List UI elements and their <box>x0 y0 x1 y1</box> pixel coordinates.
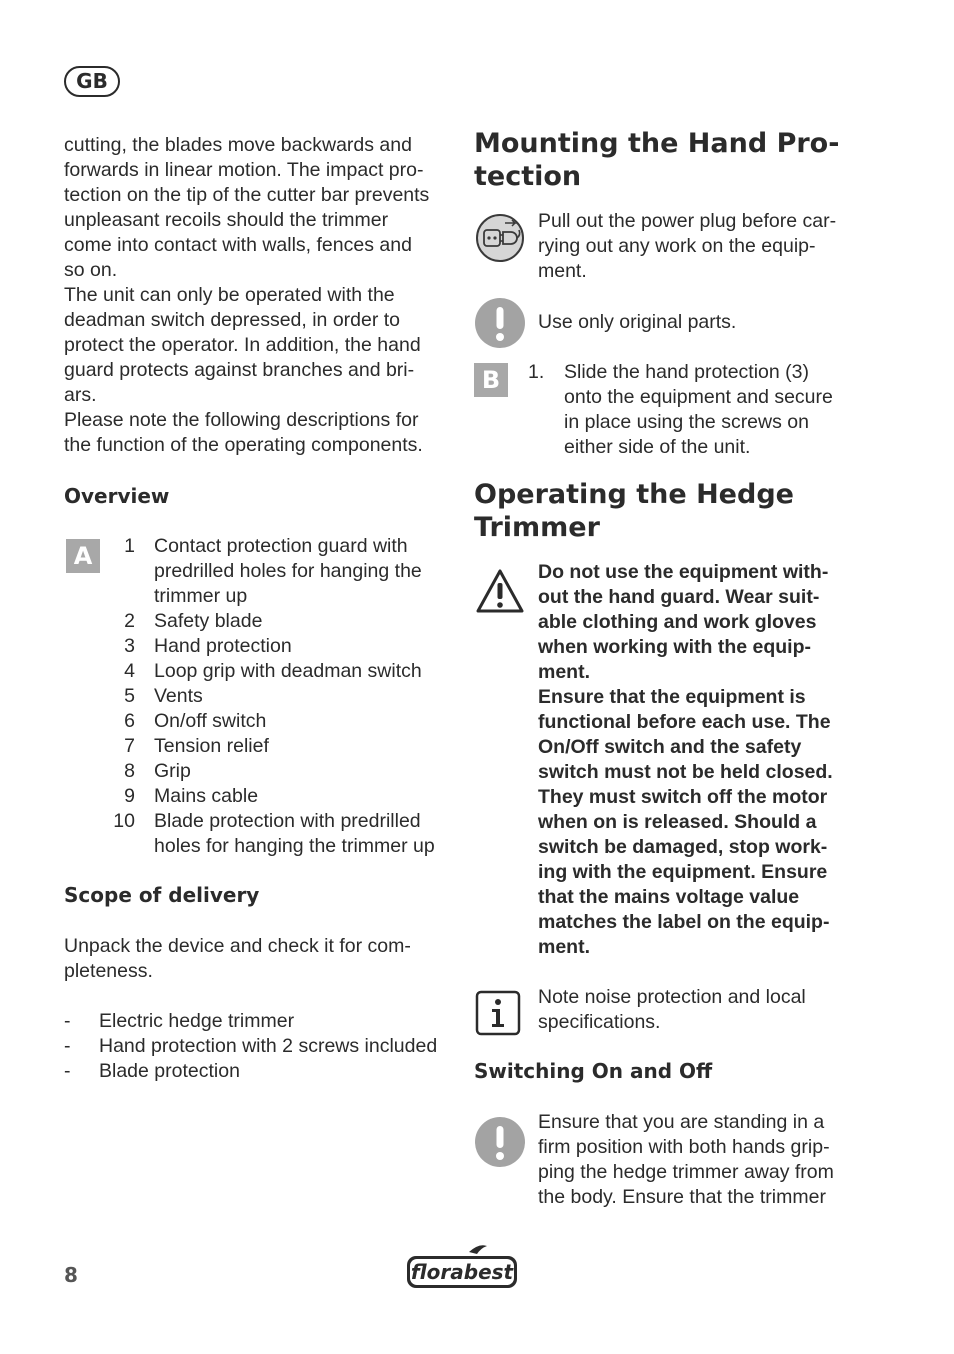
mount-heading: Mounting the Hand Pro- tection <box>474 128 840 192</box>
scope-item-dash: - <box>64 1035 71 1057</box>
intro-line: Please note the following descriptions for <box>64 409 419 431</box>
warning-line: that the mains voltage value <box>538 886 800 908</box>
switching-line: Ensure that you are standing in a <box>538 1111 825 1133</box>
exclamation-icon <box>475 298 525 348</box>
plug-note-line: Pull out the power plug before car- <box>538 210 837 232</box>
overview-item-label: trimmer up <box>154 585 248 607</box>
power-plug-icon <box>475 213 525 263</box>
warning-line: when working with the equip- <box>538 636 811 658</box>
plug-note <box>538 209 868 284</box>
overview-item-label: Safety blade <box>154 610 263 632</box>
page-number: 8 <box>64 1263 78 1287</box>
intro-line: so on. <box>64 259 118 281</box>
overview-item-number: 6 <box>124 710 135 732</box>
overview-item-label: Mains cable <box>154 785 259 807</box>
overview-item-number: 1 <box>124 535 135 557</box>
brand-logo <box>405 1244 519 1295</box>
scope-heading: Scope of delivery <box>64 883 260 907</box>
warning-line: Ensure that the equipment is <box>538 686 806 708</box>
info-note <box>538 985 868 1035</box>
operating-heading: Operating the Hedge Trimmer <box>474 479 794 543</box>
overview-item-label: Loop grip with deadman switch <box>154 660 422 682</box>
overview-item-number: 5 <box>124 685 135 707</box>
overview-item-number: 4 <box>124 660 135 682</box>
warning-line: ment. <box>538 661 591 683</box>
info-note-line: specifications. <box>538 1011 661 1033</box>
warning-line: able clothing and work gloves <box>538 611 817 633</box>
intro-line: protect the operator. In addition, the hand <box>64 334 421 356</box>
warning-text <box>538 560 868 960</box>
overview-item <box>105 709 455 734</box>
intro-line: unpleasant recoils should the trimmer <box>64 209 389 231</box>
overview-item-number: 3 <box>124 635 135 657</box>
overview-item <box>105 634 455 659</box>
overview-item <box>105 584 455 609</box>
scope-item <box>64 1034 464 1059</box>
overview-item-label: Tension relief <box>154 735 269 757</box>
scope-item-label: Electric hedge trimmer <box>99 1010 295 1032</box>
overview-item-label: Grip <box>154 760 191 782</box>
figure-label-b: B <box>474 363 508 397</box>
overview-heading: Overview <box>64 484 170 508</box>
plug-note-line: rying out any work on the equip- <box>538 235 816 257</box>
overview-item <box>105 834 455 859</box>
intro-line: forwards in linear motion. The impact pro- <box>64 159 424 181</box>
exclamation-icon <box>475 1117 525 1167</box>
info-icon <box>475 990 521 1036</box>
scope-item-dash: - <box>64 1010 71 1032</box>
switching-text <box>538 1110 868 1210</box>
warning-line: when on is released. Should a <box>538 811 817 833</box>
warning-line: ing with the equipment. Ensure <box>538 861 828 883</box>
intro-line: tection on the tip of the cutter bar prevents <box>64 184 430 206</box>
overview-item <box>105 659 455 684</box>
switching-line: firm position with both hands grip- <box>538 1136 830 1158</box>
overview-item-label: Vents <box>154 685 203 707</box>
overview-item-label: On/off switch <box>154 710 267 732</box>
warning-line: switch must not be held closed. <box>538 761 833 783</box>
intro-line: deadman switch depressed, in order to <box>64 309 401 331</box>
switching-line: the body. Ensure that the trimmer <box>538 1186 826 1208</box>
intro-line: cutting, the blades move backwards and <box>64 134 412 156</box>
warning-line: switch be damaged, stop work- <box>538 836 828 858</box>
warning-line: They must switch off the motor <box>538 786 828 808</box>
scope-list <box>64 1009 464 1084</box>
scope-intro-line: pleteness. <box>64 960 153 982</box>
warning-line: On/Off switch and the safety <box>538 736 802 758</box>
scope-item-dash: - <box>64 1060 71 1082</box>
overview-item-label: Hand protection <box>154 635 292 657</box>
mount-step-line: in place using the screws on <box>564 411 809 433</box>
overview-item-number: 8 <box>124 760 135 782</box>
info-note-line: Note noise protection and local <box>538 986 806 1008</box>
brand-name: florabest <box>410 1260 514 1284</box>
switching-line: ping the hedge trimmer away from <box>538 1161 834 1183</box>
overview-list <box>105 534 455 859</box>
mount-step-line: either side of the unit. <box>564 436 751 458</box>
intro-line: guard protects against branches and bri- <box>64 359 415 381</box>
overview-item <box>105 609 455 634</box>
figure-label-a: A <box>66 539 100 573</box>
warning-line: Do not use the equipment with- <box>538 561 829 583</box>
scope-intro-line: Unpack the device and check it for com- <box>64 935 411 957</box>
mount-step-text <box>564 360 864 460</box>
overview-item-number: 9 <box>124 785 135 807</box>
warning-line: matches the label on the equip- <box>538 911 830 933</box>
overview-item-number: 10 <box>113 810 135 832</box>
overview-item-label: Contact protection guard with <box>154 535 408 557</box>
overview-item <box>105 809 455 834</box>
overview-item-label: Blade protection with predrilled <box>154 810 421 832</box>
mount-step-line: Slide the hand protection (3) <box>564 361 809 383</box>
mount-step-line: onto the equipment and secure <box>564 386 833 408</box>
intro-line: come into contact with walls, fences and <box>64 234 412 256</box>
intro-line: The unit can only be operated with the <box>64 284 395 306</box>
overview-item <box>105 534 455 559</box>
overview-item <box>105 734 455 759</box>
scope-item <box>64 1059 464 1084</box>
plug-note-line: ment. <box>538 260 587 282</box>
overview-item <box>105 759 455 784</box>
scope-item-label: Hand protection with 2 screws included <box>99 1035 438 1057</box>
warning-line: functional before each use. The <box>538 711 831 733</box>
overview-item-label: predrilled holes for hanging the <box>154 560 422 582</box>
original-parts-note: Use only original parts. <box>538 311 737 333</box>
warning-line: out the hand guard. Wear suit- <box>538 586 820 608</box>
language-badge: GB <box>64 66 120 97</box>
mount-step-number: 1. <box>528 361 545 383</box>
scope-item-label: Blade protection <box>99 1060 240 1082</box>
intro-line: ars. <box>64 384 97 406</box>
overview-item-label: holes for hanging the trimmer up <box>154 835 435 857</box>
warning-line: ment. <box>538 936 591 958</box>
switching-heading: Switching On and Off <box>474 1059 713 1083</box>
scope-intro <box>64 934 454 984</box>
overview-item <box>105 559 455 584</box>
warning-triangle-icon <box>475 568 525 614</box>
overview-item-number: 2 <box>124 610 135 632</box>
intro-paragraph <box>64 133 454 458</box>
overview-item <box>105 784 455 809</box>
scope-item <box>64 1009 464 1034</box>
intro-line: the function of the operating components. <box>64 434 423 456</box>
overview-item <box>105 684 455 709</box>
overview-item-number: 7 <box>124 735 135 757</box>
